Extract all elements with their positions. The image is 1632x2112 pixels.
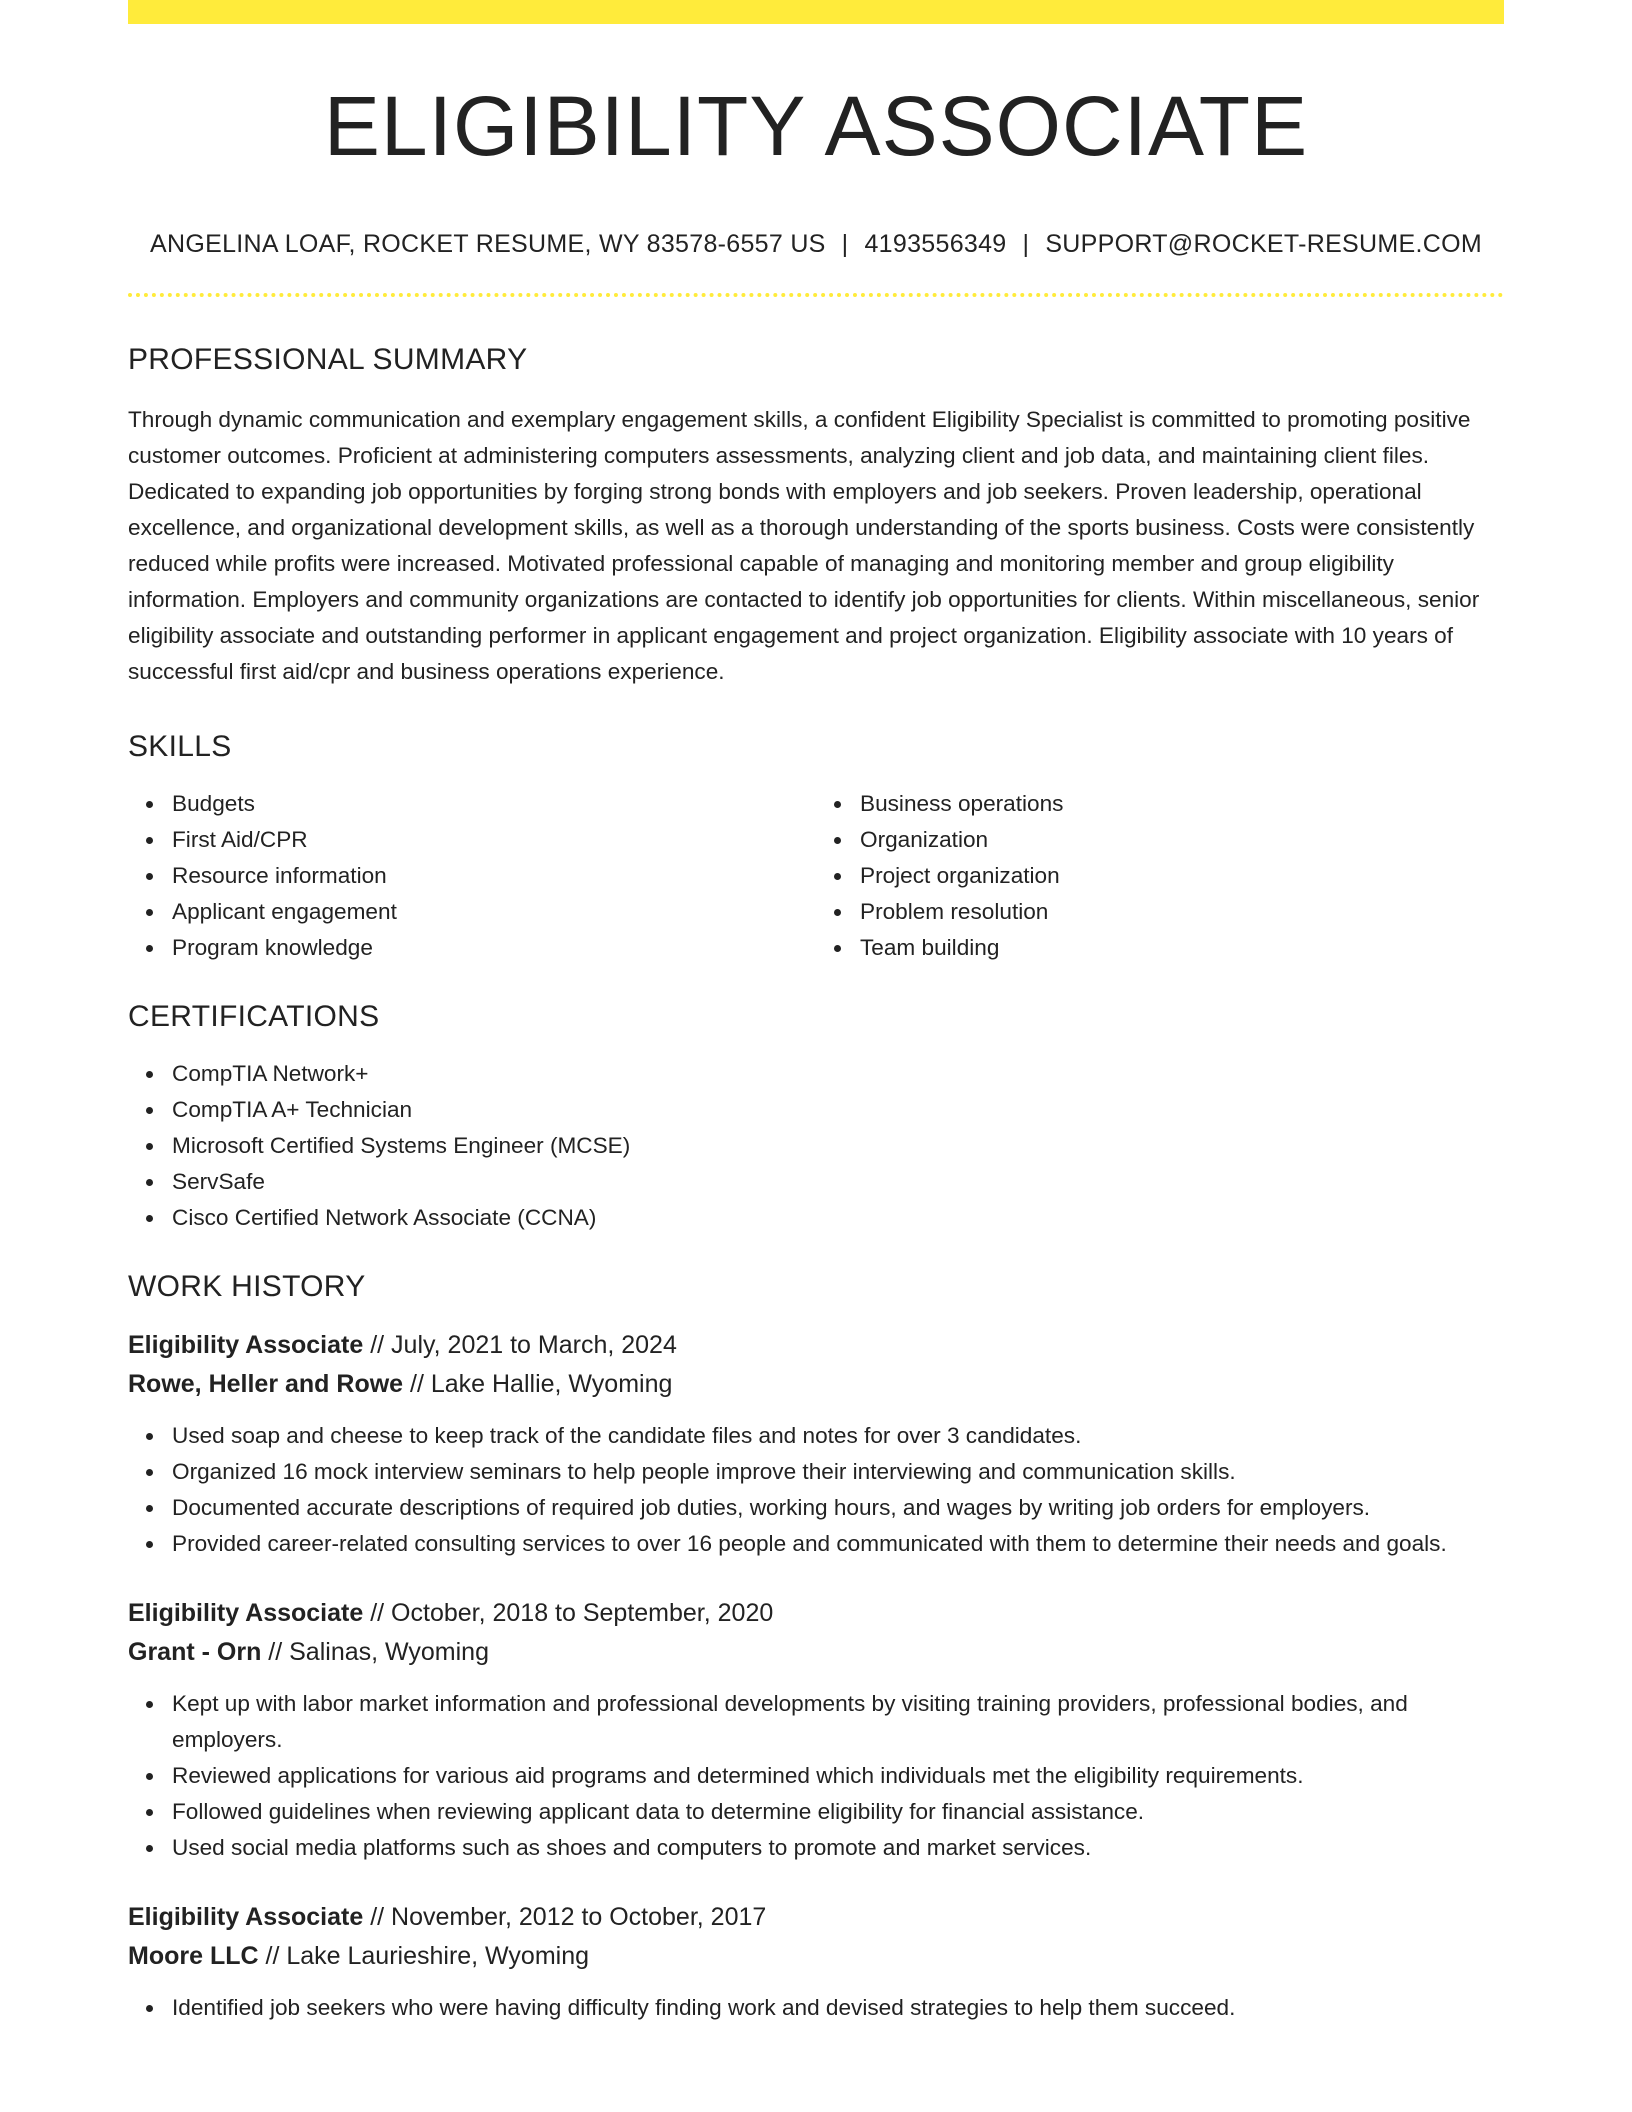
skill-item: First Aid/CPR bbox=[172, 822, 816, 858]
top-accent-bar bbox=[128, 0, 1504, 24]
job-location: // Salinas, Wyoming bbox=[261, 1638, 489, 1666]
job-bullet: Used social media platforms such as shoes and computers to promote and market services. bbox=[172, 1830, 1504, 1866]
summary-heading: PROFESSIONAL SUMMARY bbox=[128, 343, 528, 376]
certification-item: CompTIA Network+ bbox=[172, 1056, 1504, 1092]
job-role-line bbox=[128, 1594, 1504, 1633]
contact-separator: | bbox=[1022, 230, 1030, 258]
job-dates: // July, 2021 to March, 2024 bbox=[363, 1331, 677, 1359]
contact-line bbox=[128, 230, 1504, 259]
job-location: // Lake Laurieshire, Wyoming bbox=[258, 1942, 590, 1970]
skill-item: Budgets bbox=[172, 786, 816, 822]
job-location: // Lake Hallie, Wyoming bbox=[403, 1370, 673, 1398]
job-entry bbox=[128, 1594, 1504, 1866]
job-bullet-list bbox=[128, 1418, 1504, 1562]
job-company-line bbox=[128, 1937, 1504, 1976]
certifications-heading: CERTIFICATIONS bbox=[128, 1000, 380, 1033]
job-bullet: Organized 16 mock interview seminars to help people improve their interviewing and communication skills. bbox=[172, 1454, 1504, 1490]
skill-item: Program knowledge bbox=[172, 930, 816, 966]
job-bullet: Followed guidelines when reviewing applicant data to determine eligibility for financial assistance. bbox=[172, 1794, 1504, 1830]
work-history-heading: WORK HISTORY bbox=[128, 1270, 366, 1303]
skill-item: Problem resolution bbox=[860, 894, 1504, 930]
job-bullet: Reviewed applications for various aid programs and determined which individuals met the eligibility requirements. bbox=[172, 1758, 1504, 1794]
job-entry bbox=[128, 1898, 1504, 2026]
job-role: Eligibility Associate bbox=[128, 1903, 364, 1931]
resume-page bbox=[128, 0, 1504, 2026]
contact-phone: 4193556349 bbox=[864, 230, 1007, 258]
contact-address: ANGELINA LOAF, ROCKET RESUME, WY 83578-6557 US bbox=[150, 230, 826, 258]
contact-email: SUPPORT@ROCKET-RESUME.COM bbox=[1045, 230, 1482, 258]
certifications-list bbox=[128, 1056, 1504, 1236]
job-entry bbox=[128, 1326, 1504, 1562]
certification-item: Cisco Certified Network Associate (CCNA) bbox=[172, 1200, 1504, 1236]
job-company: Rowe, Heller and Rowe bbox=[128, 1370, 404, 1398]
job-bullet: Used soap and cheese to keep track of the candidate files and notes for over 3 candidates. bbox=[172, 1418, 1504, 1454]
job-company: Grant - Orn bbox=[128, 1638, 262, 1666]
certification-item: ServSafe bbox=[172, 1164, 1504, 1200]
job-dates: // November, 2012 to October, 2017 bbox=[363, 1903, 767, 1931]
skill-item: Applicant engagement bbox=[172, 894, 816, 930]
job-bullet: Documented accurate descriptions of required job duties, working hours, and wages by writing job orders for employers. bbox=[172, 1490, 1504, 1526]
job-role: Eligibility Associate bbox=[128, 1599, 364, 1627]
skills-list-left bbox=[128, 786, 816, 966]
job-bullet: Provided career-related consulting services to over 16 people and communicated with them to determine their needs and goals. bbox=[172, 1526, 1504, 1562]
job-bullet: Kept up with labor market information and professional developments by visiting training providers, professional bodies, and employers. bbox=[172, 1686, 1504, 1758]
job-bullet-list bbox=[128, 1990, 1504, 2026]
skill-item: Resource information bbox=[172, 858, 816, 894]
resume-title: ELIGIBILITY ASSOCIATE bbox=[323, 79, 1309, 173]
job-bullet-list bbox=[128, 1686, 1504, 1866]
job-bullet: Identified job seekers who were having difficulty finding work and devised strategies to help them succeed. bbox=[172, 1990, 1504, 2026]
certification-item: Microsoft Certified Systems Engineer (MCSE) bbox=[172, 1128, 1504, 1164]
skills-heading: SKILLS bbox=[128, 730, 232, 763]
skill-item: Business operations bbox=[860, 786, 1504, 822]
summary-text: Through dynamic communication and exemplary engagement skills, a confident Eligibility Specialist is committed to promoting positive customer outcomes. Proficient at administering computers assessments, analyzing client and job data, and maintaining client files. Dedicated to expanding job opportunities by forging strong bonds with employers and job seekers. Proven leadership, operational excellence, and organizational development skills, as well as a thorough understanding of the sports business. Costs were consistently reduced while profits were increased. Motivated professional capable of managing and monitoring member and group eligibility information. Employers and community organizations are contacted to identify job opportunities for clients. Within miscellaneous, senior eligibility associate and outstanding performer in applicant engagement and project organization. Eligibility associate with 10 years of successful first aid/cpr and business operations experience. bbox=[128, 407, 1480, 684]
job-role-line bbox=[128, 1326, 1504, 1365]
skill-item: Team building bbox=[860, 930, 1504, 966]
job-company: Moore LLC bbox=[128, 1942, 259, 1970]
job-company-line bbox=[128, 1633, 1504, 1672]
dotted-divider bbox=[128, 293, 1504, 297]
job-company-line bbox=[128, 1365, 1504, 1404]
job-role: Eligibility Associate bbox=[128, 1331, 364, 1359]
certification-item: CompTIA A+ Technician bbox=[172, 1092, 1504, 1128]
skill-item: Project organization bbox=[860, 858, 1504, 894]
job-role-line bbox=[128, 1898, 1504, 1937]
contact-separator: | bbox=[841, 230, 849, 258]
skill-item: Organization bbox=[860, 822, 1504, 858]
skills-columns bbox=[128, 786, 1504, 966]
job-dates: // October, 2018 to September, 2020 bbox=[363, 1599, 774, 1627]
skills-list-right bbox=[816, 786, 1504, 966]
